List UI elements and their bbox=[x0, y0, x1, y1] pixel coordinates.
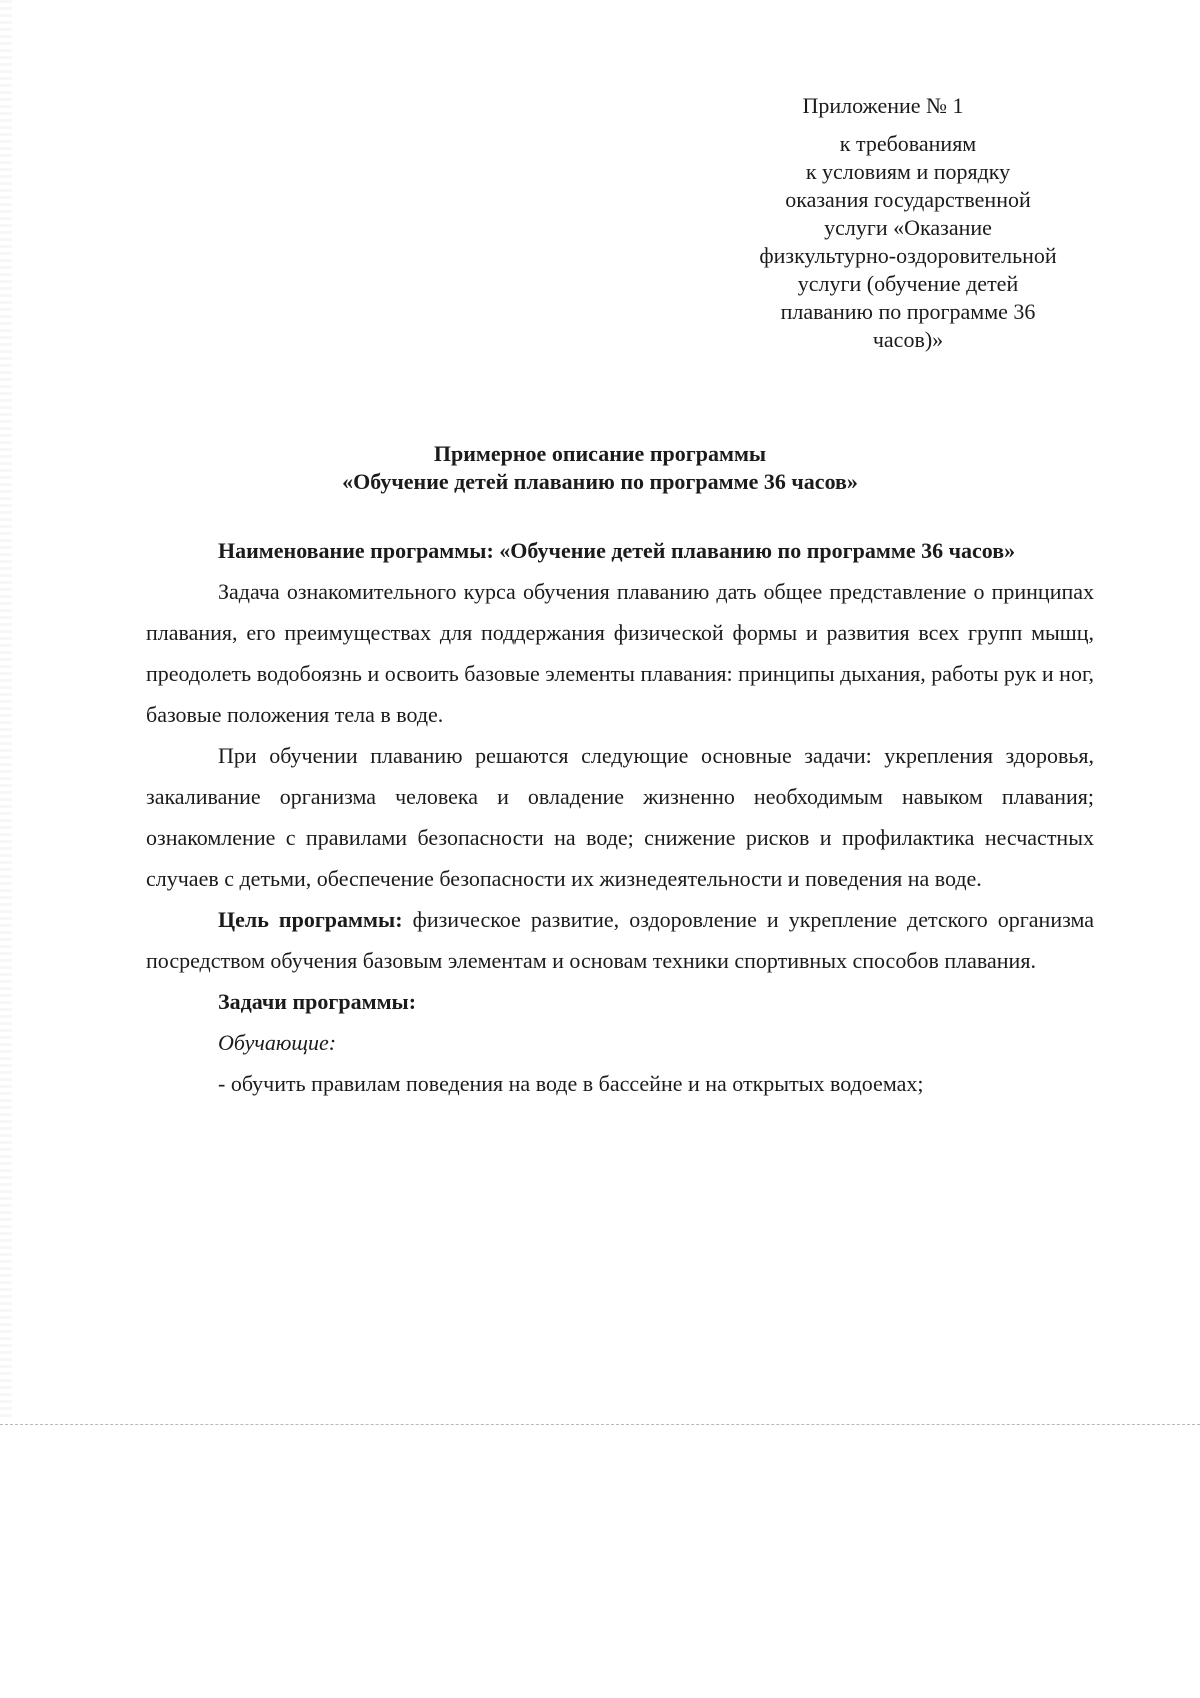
task-item-1: - обучить правилам поведения на воде в бассейне и на открытых водоемах; bbox=[218, 1071, 924, 1096]
tasks-subheading-paragraph bbox=[146, 1022, 1094, 1063]
appendix-line: к условиям и порядку bbox=[805, 159, 1011, 184]
appendix-line: услуги (обучение детей bbox=[797, 271, 1019, 296]
appendix-line: оказания государственной bbox=[785, 187, 1031, 212]
appendix-number: Приложение № 1 bbox=[802, 93, 964, 118]
program-name-paragraph bbox=[146, 530, 1094, 571]
tasks-heading-paragraph bbox=[146, 981, 1094, 1022]
appendix-line: к требованиям bbox=[839, 131, 977, 156]
goal-label: Цель программы: bbox=[218, 907, 403, 932]
scan-page-edge bbox=[0, 1424, 1200, 1425]
appendix-line: услуги «Оказание bbox=[824, 215, 992, 240]
tasks-label: Задачи программы: bbox=[218, 989, 417, 1014]
program-name-label: Наименование программы: «Обучение детей плаванию по программе 36 часов» bbox=[218, 538, 1016, 563]
appendix-line: плаванию по программе 36 bbox=[780, 299, 1036, 324]
appendix-line: часов)» bbox=[872, 327, 944, 352]
goal-paragraph bbox=[146, 899, 1094, 981]
task-paragraph: Задача ознакомительного курса обучения плаванию дать общее представление о принципах плавания, его преимуществах для поддержания физической формы и развития всех групп мышц, преодолеть водобоязнь и освоить базовые элементы плавания: принципы дыхания, работы рук и ног, базовые положения тела в воде. bbox=[146, 579, 1094, 727]
scan-noise-margin bbox=[0, 0, 12, 1420]
learning-paragraph: При обучении плаванию решаются следующие основные задачи: укрепления здоровья, закаливание организма человека и овладение жизненно необходимым навыком плавания; ознакомление с правилами безопасности на воде; снижение рисков и профилактика несчастных случаев с детьми, обеспечение безопасности их жизнедеятельности и поведения на воде. bbox=[146, 743, 1094, 891]
tasks-subheading: Обучающие: bbox=[218, 1030, 337, 1055]
appendix-line: физкультурно-оздоровительной bbox=[759, 243, 1057, 268]
document-body bbox=[146, 530, 1094, 1104]
title-line-1: Примерное описание программы bbox=[433, 441, 767, 466]
appendix-header bbox=[718, 92, 1098, 354]
document-title bbox=[250, 440, 950, 496]
title-line-2: «Обучение детей плаванию по программе 36 часов» bbox=[342, 469, 858, 494]
goal-text: физическое развитие, оздоровление и укрепление детского организма посредством обучения базовым элементам и основам техники спортивных способов плавания. bbox=[146, 907, 1095, 973]
